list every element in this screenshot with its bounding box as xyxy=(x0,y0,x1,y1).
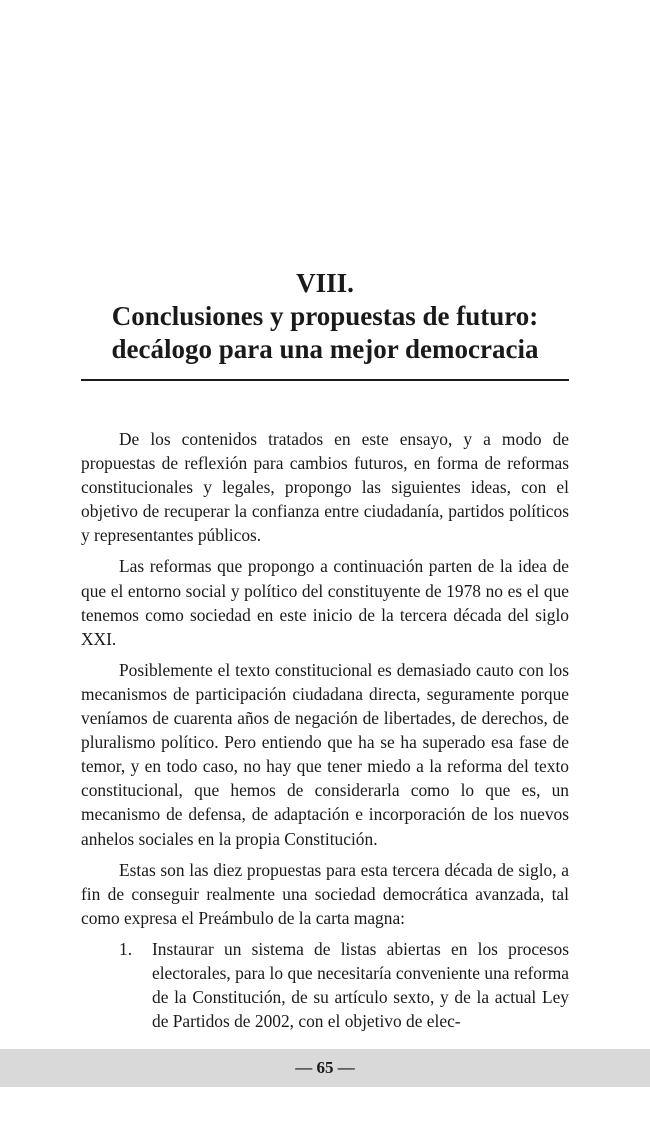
chapter-header xyxy=(81,266,569,366)
paragraph-intro: De los contenidos tratados en este ensayo, y a modo de propuestas de reflexión para cambios futuros, en forma de reformas constitucionales y legales, propongo las siguientes ideas, con el objetivo de recuperar la confianza entre ciudadanía, partidos políticos y representantes públicos. xyxy=(81,429,569,546)
chapter-title xyxy=(81,300,569,366)
paragraph-proposals: Estas son las diez propuestas para esta tercera década de siglo, a fin de conseguir realmente una sociedad democrática avanzada, tal como expresa el Preámbulo de la carta magna: xyxy=(81,859,569,928)
proposal-list xyxy=(81,937,569,1033)
list-item-text: Instaurar un sistema de listas abiertas en los procesos electorales, para lo que necesitaría conveniente una reforma de la Constitución, de su artículo sexto, y de la actual Ley de Partidos de 2002, con el objetivo de elec- xyxy=(152,938,569,1032)
list-item-number: 1. xyxy=(119,938,133,959)
list-item xyxy=(81,937,569,1033)
page-number: — 65 — xyxy=(295,1058,355,1077)
body-text xyxy=(81,427,569,1033)
chapter-title-line-2: decálogo para una mejor democracia xyxy=(111,334,539,364)
chapter-number: VIII. xyxy=(296,268,354,298)
title-divider xyxy=(81,379,569,381)
paragraph-constitution: Posiblemente el texto constitucional es demasiado cauto con los mecanismos de participación ciudadana directa, seguramente porque veníamos de cuarenta años de negación de libertades, de derechos, de pluralismo político. Pero entiendo que ha se ha superado esa fase de temor, y en todo caso, no hay que tener miedo a la reforma del texto constitucional, que hemos de considerarla como lo que es, un mecanismo de defensa, de adaptación e incorporación de los nuevos anhelos sociales en la propia Constitución. xyxy=(81,659,569,849)
paragraph-reforms: Las reformas que propongo a continuación parten de la idea de que el entorno social y político del constituyente de 1978 no es el que tenemos como sociedad en este inicio de la tercera década del siglo XXI. xyxy=(81,556,569,649)
chapter-title-line-1: Conclusiones y propuestas de futuro: xyxy=(111,301,539,331)
